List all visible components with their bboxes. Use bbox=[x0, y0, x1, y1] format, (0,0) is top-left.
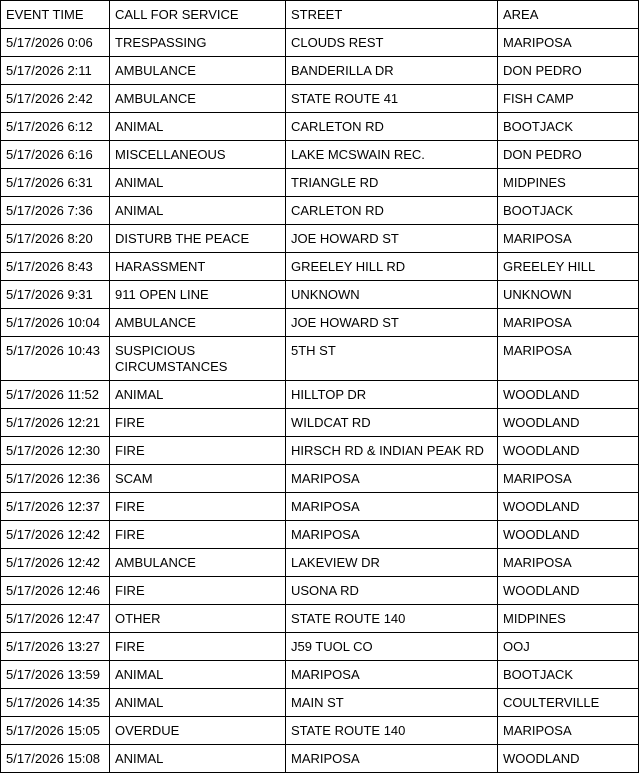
cell-call-for-service: 911 OPEN LINE bbox=[110, 281, 286, 309]
cell-event-time: 5/17/2026 6:12 bbox=[1, 113, 110, 141]
cell-call-for-service: SUSPICIOUS CIRCUMSTANCES bbox=[110, 337, 286, 381]
cell-area: WOODLAND bbox=[498, 577, 639, 605]
cell-street: WILDCAT RD bbox=[286, 409, 498, 437]
cell-call-for-service: ANIMAL bbox=[110, 745, 286, 773]
cell-call-for-service: OVERDUE bbox=[110, 717, 286, 745]
cell-street: STATE ROUTE 41 bbox=[286, 85, 498, 113]
table-row bbox=[1, 281, 639, 309]
table-row bbox=[1, 197, 639, 225]
header-event-time: EVENT TIME bbox=[1, 1, 110, 29]
table-row bbox=[1, 689, 639, 717]
cell-call-for-service: TRESPASSING bbox=[110, 29, 286, 57]
cell-street: BANDERILLA DR bbox=[286, 57, 498, 85]
table-row bbox=[1, 225, 639, 253]
cell-street: CARLETON RD bbox=[286, 197, 498, 225]
cell-event-time: 5/17/2026 2:11 bbox=[1, 57, 110, 85]
cell-street: USONA RD bbox=[286, 577, 498, 605]
table-row bbox=[1, 113, 639, 141]
cell-area: BOOTJACK bbox=[498, 197, 639, 225]
header-street: STREET bbox=[286, 1, 498, 29]
cell-area: MARIPOSA bbox=[498, 29, 639, 57]
cell-event-time: 5/17/2026 12:47 bbox=[1, 605, 110, 633]
cell-call-for-service: ANIMAL bbox=[110, 381, 286, 409]
table-row bbox=[1, 337, 639, 381]
cell-street: J59 TUOL CO bbox=[286, 633, 498, 661]
cell-street: MARIPOSA bbox=[286, 521, 498, 549]
cell-event-time: 5/17/2026 13:27 bbox=[1, 633, 110, 661]
cell-street: TRIANGLE RD bbox=[286, 169, 498, 197]
cell-area: OOJ bbox=[498, 633, 639, 661]
cell-event-time: 5/17/2026 12:42 bbox=[1, 549, 110, 577]
cell-street: MARIPOSA bbox=[286, 745, 498, 773]
cell-area: MARIPOSA bbox=[498, 225, 639, 253]
table-row bbox=[1, 169, 639, 197]
cell-call-for-service: ANIMAL bbox=[110, 113, 286, 141]
cell-street: MAIN ST bbox=[286, 689, 498, 717]
cell-street: STATE ROUTE 140 bbox=[286, 605, 498, 633]
cell-event-time: 5/17/2026 11:52 bbox=[1, 381, 110, 409]
cell-area: MIDPINES bbox=[498, 169, 639, 197]
cell-call-for-service: MISCELLANEOUS bbox=[110, 141, 286, 169]
cell-call-for-service: FIRE bbox=[110, 577, 286, 605]
cell-event-time: 5/17/2026 0:06 bbox=[1, 29, 110, 57]
cell-event-time: 5/17/2026 15:08 bbox=[1, 745, 110, 773]
cell-call-for-service: SCAM bbox=[110, 465, 286, 493]
cell-event-time: 5/17/2026 7:36 bbox=[1, 197, 110, 225]
table-body bbox=[1, 29, 639, 773]
cell-area: MARIPOSA bbox=[498, 337, 639, 381]
table-row bbox=[1, 141, 639, 169]
table-row bbox=[1, 409, 639, 437]
cell-event-time: 5/17/2026 8:20 bbox=[1, 225, 110, 253]
cell-event-time: 5/17/2026 14:35 bbox=[1, 689, 110, 717]
header-row bbox=[1, 1, 639, 29]
cell-call-for-service: AMBULANCE bbox=[110, 549, 286, 577]
cell-street: HILLTOP DR bbox=[286, 381, 498, 409]
header-call-for-service: CALL FOR SERVICE bbox=[110, 1, 286, 29]
cell-street: LAKEVIEW DR bbox=[286, 549, 498, 577]
cell-street: JOE HOWARD ST bbox=[286, 225, 498, 253]
cell-street: HIRSCH RD & INDIAN PEAK RD bbox=[286, 437, 498, 465]
cell-area: WOODLAND bbox=[498, 437, 639, 465]
cell-event-time: 5/17/2026 12:37 bbox=[1, 493, 110, 521]
cell-call-for-service: FIRE bbox=[110, 409, 286, 437]
cell-area: WOODLAND bbox=[498, 493, 639, 521]
cell-event-time: 5/17/2026 10:04 bbox=[1, 309, 110, 337]
cell-call-for-service: ANIMAL bbox=[110, 169, 286, 197]
cell-area: WOODLAND bbox=[498, 521, 639, 549]
table-row bbox=[1, 521, 639, 549]
cell-street: MARIPOSA bbox=[286, 493, 498, 521]
table-row bbox=[1, 381, 639, 409]
cell-event-time: 5/17/2026 12:42 bbox=[1, 521, 110, 549]
table-row bbox=[1, 85, 639, 113]
cell-event-time: 5/17/2026 10:43 bbox=[1, 337, 110, 381]
cell-call-for-service: DISTURB THE PEACE bbox=[110, 225, 286, 253]
table-row bbox=[1, 493, 639, 521]
table-row bbox=[1, 717, 639, 745]
table-header bbox=[1, 1, 639, 29]
table-row bbox=[1, 57, 639, 85]
cell-call-for-service: FIRE bbox=[110, 437, 286, 465]
table-row bbox=[1, 549, 639, 577]
cell-call-for-service: ANIMAL bbox=[110, 689, 286, 717]
cell-event-time: 5/17/2026 13:59 bbox=[1, 661, 110, 689]
table-row bbox=[1, 745, 639, 773]
cell-call-for-service: ANIMAL bbox=[110, 661, 286, 689]
cell-call-for-service: AMBULANCE bbox=[110, 309, 286, 337]
table-row bbox=[1, 29, 639, 57]
cell-call-for-service: AMBULANCE bbox=[110, 57, 286, 85]
table-row bbox=[1, 661, 639, 689]
cell-event-time: 5/17/2026 6:31 bbox=[1, 169, 110, 197]
cell-event-time: 5/17/2026 12:46 bbox=[1, 577, 110, 605]
cell-area: FISH CAMP bbox=[498, 85, 639, 113]
cell-call-for-service: AMBULANCE bbox=[110, 85, 286, 113]
table-row bbox=[1, 633, 639, 661]
cell-call-for-service: OTHER bbox=[110, 605, 286, 633]
cell-event-time: 5/17/2026 9:31 bbox=[1, 281, 110, 309]
cell-call-for-service: HARASSMENT bbox=[110, 253, 286, 281]
cell-street: CLOUDS REST bbox=[286, 29, 498, 57]
table-row bbox=[1, 253, 639, 281]
cell-area: WOODLAND bbox=[498, 745, 639, 773]
cell-street: GREELEY HILL RD bbox=[286, 253, 498, 281]
table-row bbox=[1, 465, 639, 493]
cell-call-for-service: FIRE bbox=[110, 633, 286, 661]
cell-event-time: 5/17/2026 12:21 bbox=[1, 409, 110, 437]
table-row bbox=[1, 437, 639, 465]
cell-area: WOODLAND bbox=[498, 409, 639, 437]
cell-street: MARIPOSA bbox=[286, 661, 498, 689]
cell-area: BOOTJACK bbox=[498, 661, 639, 689]
cell-area: MARIPOSA bbox=[498, 465, 639, 493]
cell-event-time: 5/17/2026 12:36 bbox=[1, 465, 110, 493]
table-row bbox=[1, 577, 639, 605]
cell-area: MIDPINES bbox=[498, 605, 639, 633]
cell-street: JOE HOWARD ST bbox=[286, 309, 498, 337]
cell-event-time: 5/17/2026 6:16 bbox=[1, 141, 110, 169]
cell-area: WOODLAND bbox=[498, 381, 639, 409]
cell-area: MARIPOSA bbox=[498, 549, 639, 577]
cell-street: LAKE MCSWAIN REC. bbox=[286, 141, 498, 169]
cell-event-time: 5/17/2026 15:05 bbox=[1, 717, 110, 745]
cell-street: STATE ROUTE 140 bbox=[286, 717, 498, 745]
cell-area: DON PEDRO bbox=[498, 57, 639, 85]
cell-event-time: 5/17/2026 8:43 bbox=[1, 253, 110, 281]
cell-area: GREELEY HILL bbox=[498, 253, 639, 281]
cell-area: COULTERVILLE bbox=[498, 689, 639, 717]
cell-event-time: 5/17/2026 12:30 bbox=[1, 437, 110, 465]
cell-street: UNKNOWN bbox=[286, 281, 498, 309]
cell-call-for-service: ANIMAL bbox=[110, 197, 286, 225]
cell-area: BOOTJACK bbox=[498, 113, 639, 141]
cell-area: DON PEDRO bbox=[498, 141, 639, 169]
cell-street: 5TH ST bbox=[286, 337, 498, 381]
cell-street: CARLETON RD bbox=[286, 113, 498, 141]
cell-call-for-service: FIRE bbox=[110, 493, 286, 521]
cell-area: UNKNOWN bbox=[498, 281, 639, 309]
cell-area: MARIPOSA bbox=[498, 717, 639, 745]
header-area: AREA bbox=[498, 1, 639, 29]
cell-event-time: 5/17/2026 2:42 bbox=[1, 85, 110, 113]
cell-call-for-service: FIRE bbox=[110, 521, 286, 549]
cell-area: MARIPOSA bbox=[498, 309, 639, 337]
table-row bbox=[1, 605, 639, 633]
cell-street: MARIPOSA bbox=[286, 465, 498, 493]
table-row bbox=[1, 309, 639, 337]
